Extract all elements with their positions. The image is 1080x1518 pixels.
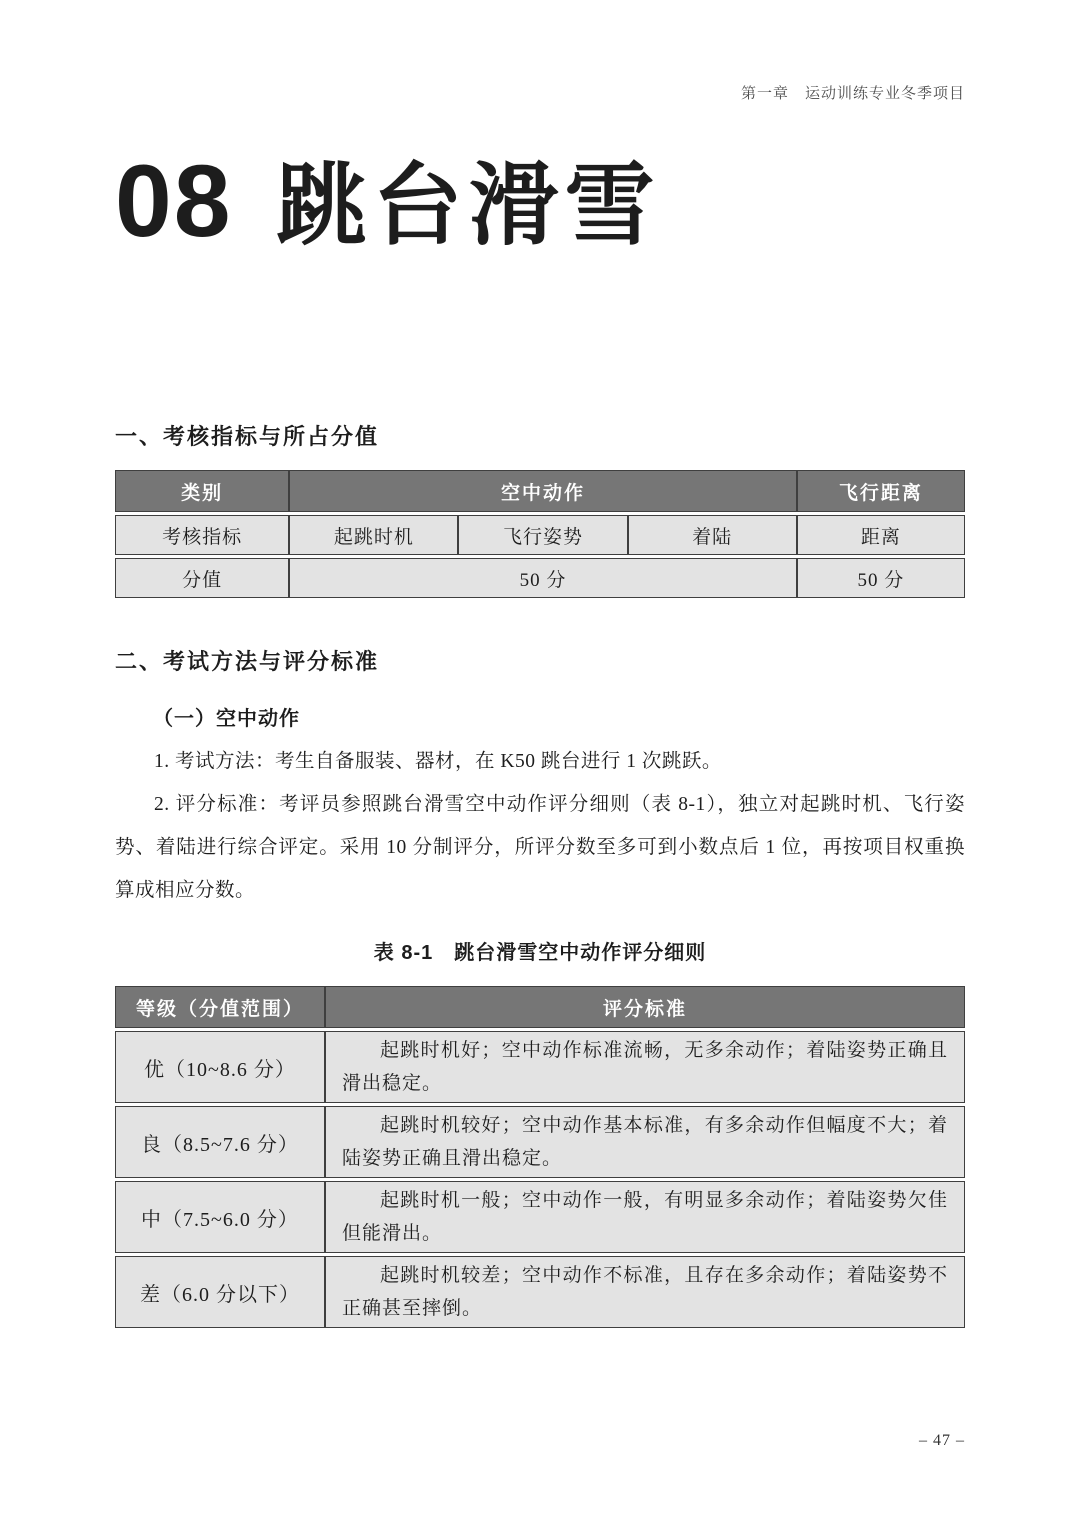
t1-indicator-landing: 着陆 (628, 515, 797, 555)
table-row (115, 1031, 965, 1103)
paragraph-exam-method: 1. 考试方法：考生自备服装、器材，在 K50 跳台进行 1 次跳跃。 (154, 751, 722, 772)
t1-indicator-takeoff: 起跳时机 (289, 515, 458, 555)
table-row (115, 515, 965, 555)
t1-score-aerial: 50 分 (289, 558, 796, 598)
table8-1-caption: 表 8-1 跳台滑雪空中动作评分细则 (373, 942, 707, 964)
section2-subheading: （一）空中动作 (153, 708, 300, 730)
t2-grade-poor: 差（6.0 分以下） (115, 1256, 325, 1328)
table-row (115, 558, 965, 598)
table-row (115, 986, 965, 1028)
chapter-title (115, 144, 661, 258)
t2-header-grade: 等级（分值范围） (115, 986, 325, 1028)
t1-indicator-flight-posture: 飞行姿势 (458, 515, 627, 555)
body-paragraphs (115, 740, 965, 912)
page-number: – 47 – (919, 1432, 965, 1449)
t2-criteria-excellent: 起跳时机好；空中动作标准流畅，无多余动作；着陆姿势正确且滑出稳定。 (325, 1031, 965, 1103)
score-allocation-table (115, 467, 965, 601)
table-row (115, 1181, 965, 1253)
table-row (115, 1106, 965, 1178)
t1-header-category: 类别 (115, 470, 289, 512)
paragraph-scoring-standard: 2. 评分标准：考评员参照跳台滑雪空中动作评分细则（表 8-1），独立对起跳时机、飞行姿势、着陆进行综合评定。采用 10 分制评分，所评分数至多可到小数点后 1 位，再按项目权重换算成相应分数。 (115, 794, 965, 901)
t2-grade-good: 良（8.5~7.6 分） (115, 1106, 325, 1178)
t2-grade-medium: 中（7.5~6.0 分） (115, 1181, 325, 1253)
scoring-detail-table (115, 983, 965, 1331)
t2-header-criteria: 评分标准 (325, 986, 965, 1028)
section1-heading: 一、考核指标与所占分值 (115, 424, 380, 449)
t2-criteria-poor: 起跳时机较差；空中动作不标准，且存在多余动作；着陆姿势不正确甚至摔倒。 (325, 1256, 965, 1328)
t1-score-distance: 50 分 (797, 558, 965, 598)
t1-header-aerial: 空中动作 (289, 470, 796, 512)
table-row (115, 470, 965, 512)
t1-indicator-distance: 距离 (797, 515, 965, 555)
chapter-name: 跳台滑雪 (276, 156, 661, 256)
t1-header-distance: 飞行距离 (797, 470, 965, 512)
table-row (115, 1256, 965, 1328)
t2-criteria-medium: 起跳时机一般；空中动作一般，有明显多余动作；着陆姿势欠佳但能滑出。 (325, 1181, 965, 1253)
t2-criteria-good: 起跳时机较好；空中动作基本标准，有多余动作但幅度不大；着陆姿势正确且滑出稳定。 (325, 1106, 965, 1178)
section2-heading: 二、考试方法与评分标准 (115, 649, 380, 674)
chapter-number: 08 (115, 144, 233, 258)
t2-grade-excellent: 优（10~8.6 分） (115, 1031, 325, 1103)
t1-indicator-label: 考核指标 (115, 515, 289, 555)
running-header: 第一章 运动训练专业冬季项目 (740, 86, 965, 102)
t1-score-label: 分值 (115, 558, 289, 598)
